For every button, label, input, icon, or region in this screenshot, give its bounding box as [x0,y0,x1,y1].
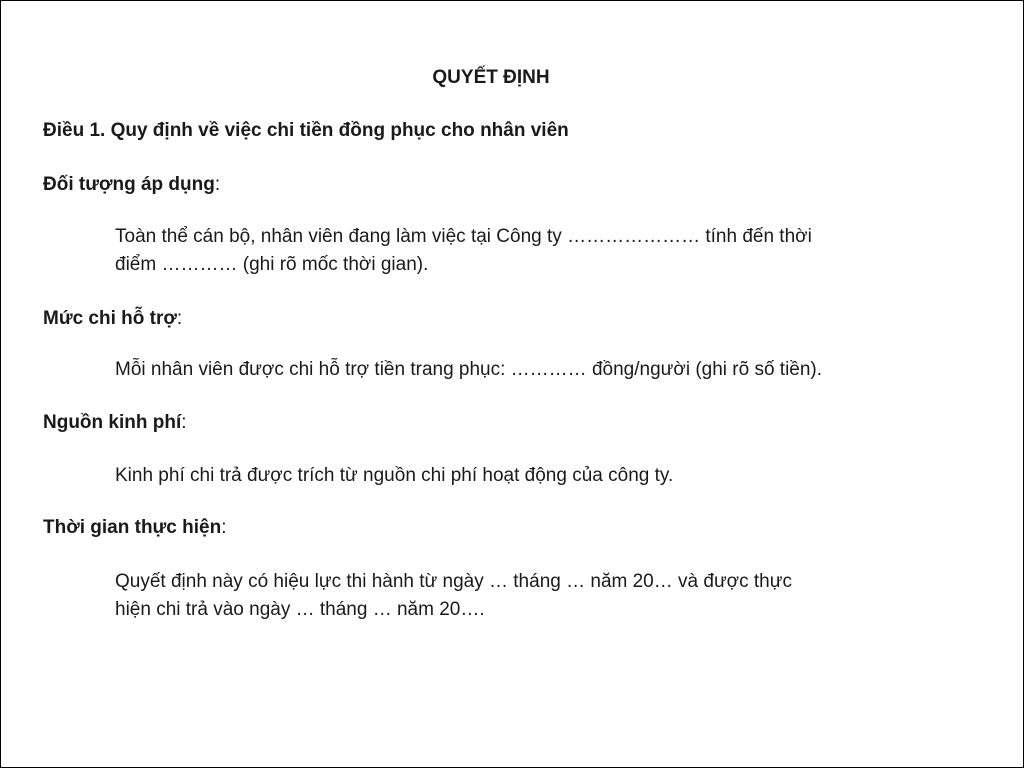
body-line: Mỗi nhân viên được chi hỗ trợ tiền trang phục: ………… đồng/người (ghi rõ số tiền). [115,359,823,380]
document-title: QUYẾT ĐỊNH [432,67,550,88]
article-heading-text: Điều 1. Quy định về việc chi tiền đồng phục cho nhân viên [43,120,569,141]
section-heading-support-level [43,306,182,332]
section-heading-implementation-time [43,515,227,541]
section-heading-colon: : [176,308,183,329]
section-body-funding-source [115,462,935,490]
section-heading-colon: : [181,412,187,433]
body-line: điểm ………… (ghi rõ mốc thời gian). [115,254,429,275]
section-heading-text: Nguồn kinh phí [43,412,182,433]
section-heading-funding-source [43,410,187,436]
body-line: Kinh phí chi trả được trích từ nguồn chi phí hoạt động của công ty. [115,465,674,486]
article-heading [43,118,569,144]
section-body-support-level [115,356,935,384]
section-heading-scope [43,172,220,198]
section-heading-text: Mức chi hỗ trợ [43,308,177,329]
section-heading-text: Đối tượng áp dụng [43,174,215,195]
section-body-implementation-time [115,568,935,624]
body-line: Quyết định này có hiệu lực thi hành từ ngày … tháng … năm 20… và được thực [115,571,792,592]
section-heading-colon: : [221,517,227,538]
body-line: Toàn thể cán bộ, nhân viên đang làm việc tại Công ty ………………… tính đến thời [115,226,812,247]
section-heading-colon: : [214,174,221,195]
body-line: hiện chi trả vào ngày … tháng … năm 20…. [115,599,485,620]
section-body-scope [115,223,935,279]
section-heading-text: Thời gian thực hiện [43,517,222,538]
